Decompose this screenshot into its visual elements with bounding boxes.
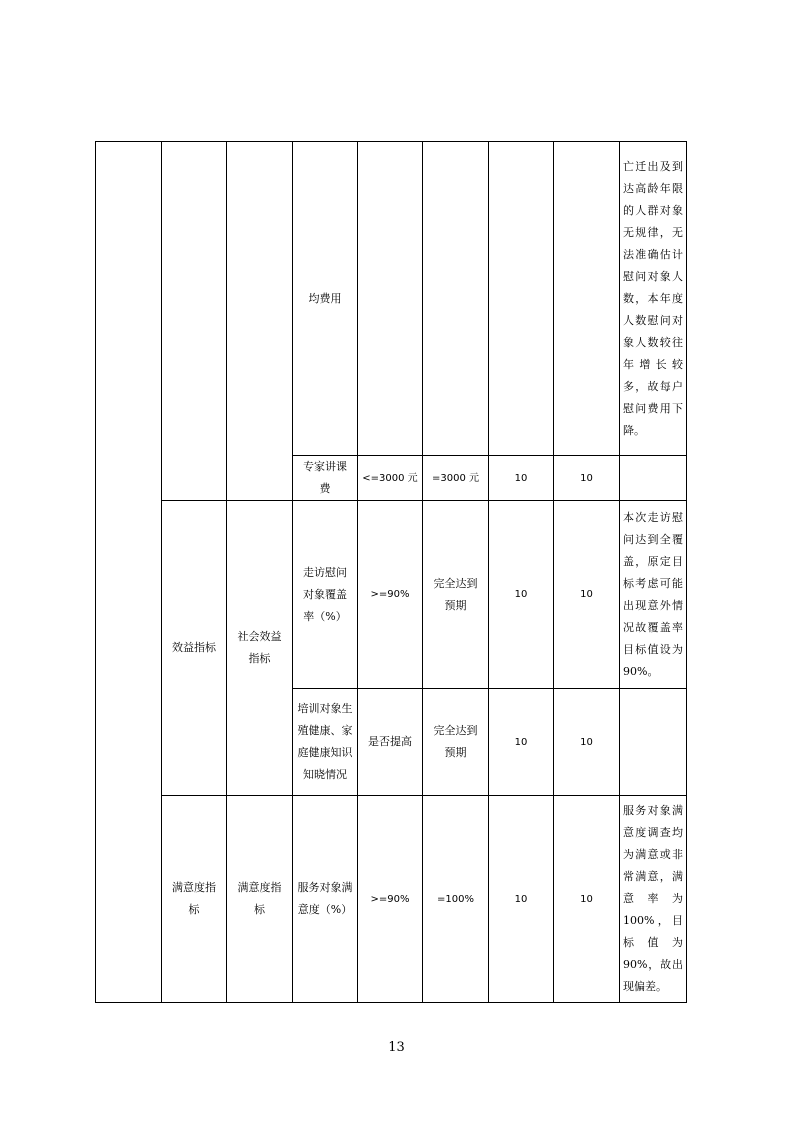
indicator-cell: 走访慰问对象覆盖率（%） [293, 501, 358, 689]
weight-cell: 10 [489, 689, 554, 796]
note-cell [620, 689, 687, 796]
note-cell: 服务对象满意度调查均为满意或非常满意，满意率为 100%，目标值为 90%，故出现偏差。 [620, 796, 687, 1003]
actual-cell: 完全达到预期 [423, 689, 489, 796]
weight-cell: 10 [489, 456, 554, 501]
actual-cell: =3000 元 [423, 456, 489, 501]
level1-cell: 效益指标 [162, 501, 227, 796]
target-cell [358, 142, 423, 456]
page-number: 13 [388, 1040, 405, 1055]
note-cell: 亡迁出及到达高龄年限的人群对象无规律，无法准确估计慰问对象人数，本年度人数慰问对象人数较往年增长较多，故每户慰问费用下降。 [620, 142, 687, 456]
table-row [96, 796, 687, 1003]
note-cell [620, 456, 687, 501]
indicator-cell: 均费用 [293, 142, 358, 456]
performance-table [95, 141, 687, 1003]
weight-cell: 10 [489, 796, 554, 1003]
score-cell: 10 [554, 456, 620, 501]
note-cell: 本次走访慰问达到全覆盖，原定目标考虑可能出现意外情况故覆盖率目标值设为 90%。 [620, 501, 687, 689]
target-cell: <=3000 元 [358, 456, 423, 501]
blank-level1-cell [162, 142, 227, 501]
level2-cell: 满意度指标 [227, 796, 293, 1003]
blank-level2-cell [227, 142, 293, 501]
score-cell: 10 [554, 689, 620, 796]
table-row [96, 142, 687, 456]
table-row [96, 501, 687, 689]
indicator-cell: 专家讲课费 [293, 456, 358, 501]
actual-cell: 完全达到预期 [423, 501, 489, 689]
target-cell: >=90% [358, 796, 423, 1003]
blank-first-column-cell [96, 142, 162, 1003]
indicator-cell: 培训对象生殖健康、家庭健康知识知晓情况 [293, 689, 358, 796]
weight-cell: 10 [489, 501, 554, 689]
weight-cell [489, 142, 554, 456]
score-cell [554, 142, 620, 456]
target-cell: >=90% [358, 501, 423, 689]
score-cell: 10 [554, 796, 620, 1003]
actual-cell: =100% [423, 796, 489, 1003]
actual-cell [423, 142, 489, 456]
level2-cell: 社会效益指标 [227, 501, 293, 796]
level1-cell: 满意度指标 [162, 796, 227, 1003]
score-cell: 10 [554, 501, 620, 689]
indicator-cell: 服务对象满意度（%） [293, 796, 358, 1003]
target-cell: 是否提高 [358, 689, 423, 796]
